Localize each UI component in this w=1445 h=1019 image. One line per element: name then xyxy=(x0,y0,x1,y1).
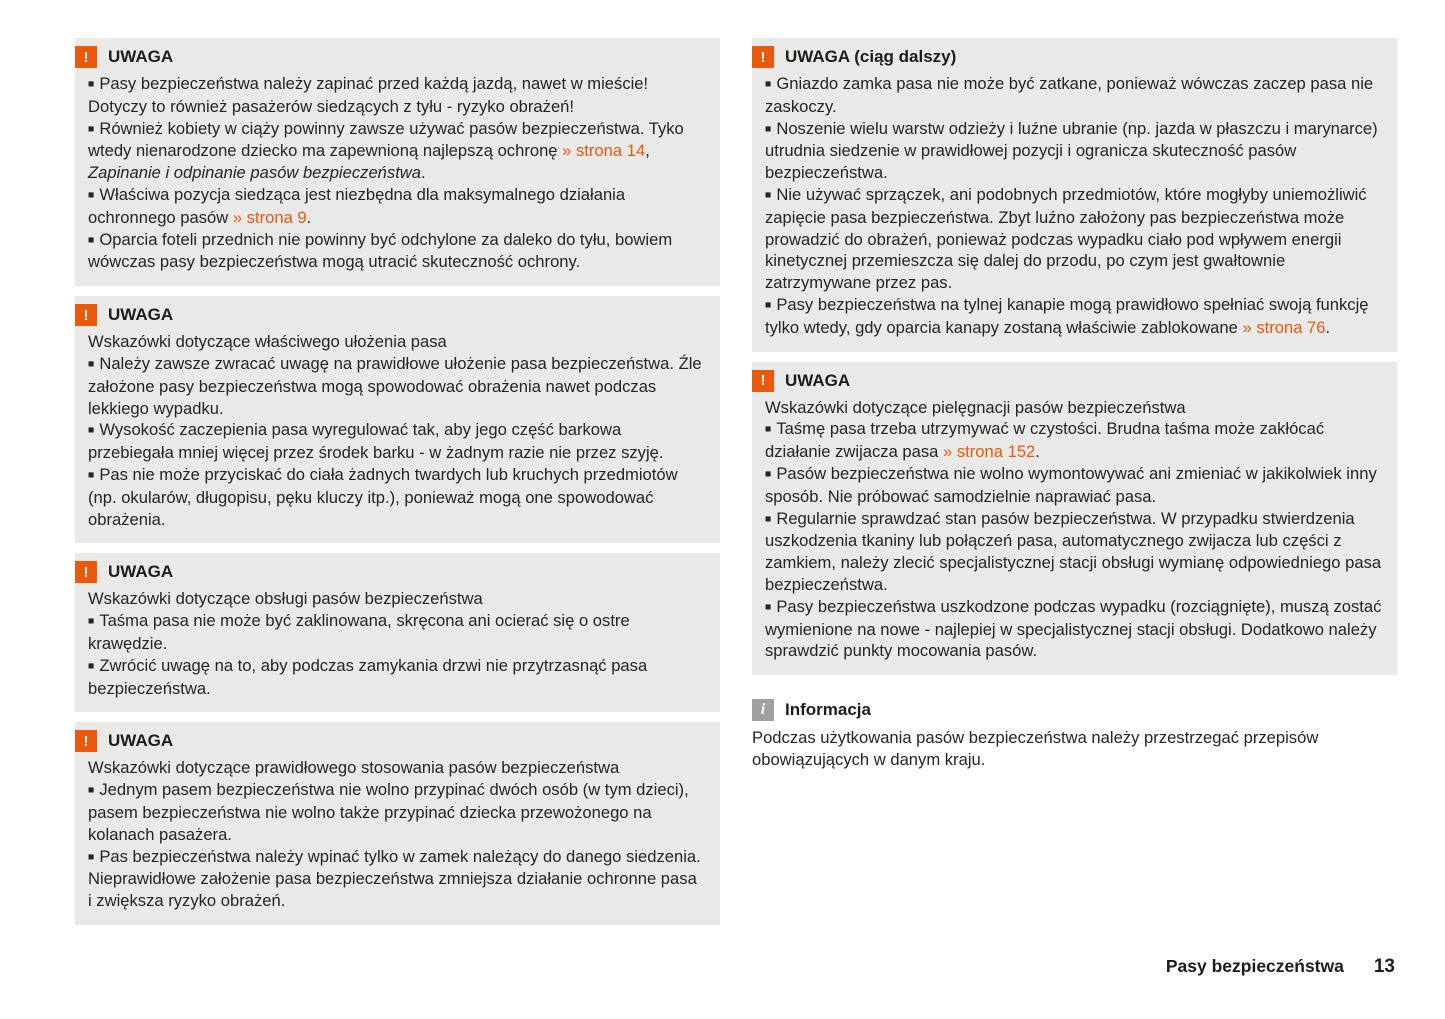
warning-title: UWAGA xyxy=(108,47,174,66)
text-segment: Nie używać sprzączek, ani podobnych przedmiotów, które mogłyby uniemożliwić zapięcie pasa bezpieczeństwa. Zbyt luźno założony pas bezpieczeństwa może prowadzić do obrażeń, ponieważ podczas wypadku ciało pod wpływem energii kinetycznej przemieszcza się dalej do przodu, po czym jest gwałtownie zatrzymywane przez pas. xyxy=(765,184,1367,293)
bullet-icon: ■ xyxy=(765,78,772,90)
warning-box xyxy=(75,38,720,286)
text-segment: Wskazówki dotyczące pielęgnacji pasów bezpieczeństwa xyxy=(765,397,1186,417)
bullet-icon: ■ xyxy=(88,615,95,628)
paragraph xyxy=(88,331,705,353)
warning-title: UWAGA xyxy=(785,370,851,390)
bullet-icon: ■ xyxy=(765,188,772,201)
warning-exclamation-icon: ! xyxy=(752,370,774,392)
warning-title: UWAGA xyxy=(108,731,174,751)
bullet-icon: ■ xyxy=(765,467,772,480)
paragraph xyxy=(88,757,705,779)
left-column xyxy=(75,38,720,935)
bullet-icon: ■ xyxy=(88,233,95,246)
warning-box xyxy=(75,722,720,925)
warning-title: UWAGA (ciąg dalszy) xyxy=(785,47,957,66)
paragraph xyxy=(752,727,1397,771)
text-segment: Pas bezpieczeństwa należy wpinać tylko w zamek należący do danego siedzenia. Nieprawidłowe założenie pasa bezpieczeństwa zmniejsza działanie ochronne pasa i zwiększa ryzyko obrażeń. xyxy=(88,846,701,911)
text-segment: . xyxy=(421,163,426,183)
page-footer xyxy=(1166,956,1395,978)
warning-header xyxy=(752,46,1382,68)
text-segment: . xyxy=(1325,317,1331,337)
bullet-icon: ■ xyxy=(88,468,95,481)
paragraph xyxy=(765,463,1382,508)
text-segment: Pasy bezpieczeństwa na tylnej kanapie mogą prawidłowo spełniać swoją funkcję tylko wtedy, gdy oparcia kanapy zostaną właściwie zablokowane xyxy=(765,294,1369,337)
bullet-icon: ■ xyxy=(765,423,772,436)
bullet-icon: ■ xyxy=(88,78,95,90)
warning-exclamation-icon: ! xyxy=(75,46,97,68)
text-segment: Wysokość zaczepienia pasa wyregulować tak, aby jego część barkowa przebiegała mniej więcej przez środek barku - w żadnym razie nie przez szyję. xyxy=(88,420,664,463)
text-segment: Pasy bezpieczeństwa uszkodzone podczas wypadku (rozciągnięte), muszą zostać wymienione na nowe - najlepiej w specjalistycznej stacji obsługi. Dodatkowo należy sprawdzić punkty mocowania pasów. xyxy=(765,596,1382,661)
text-segment: Oparcia foteli przednich nie powinny być odchylone za daleko do tyłu, bowiem wówczas pasy bezpieczeństwa mogą utracić skuteczność ochrony. xyxy=(88,229,673,272)
bullet-icon: ■ xyxy=(88,188,95,201)
cross-reference-link[interactable]: » strona 14 xyxy=(562,141,646,161)
warning-header xyxy=(75,730,705,752)
warning-exclamation-icon: ! xyxy=(75,304,97,326)
text-segment: Wskazówki dotyczące obsługi pasów bezpieczeństwa xyxy=(88,589,483,609)
text-segment: Podczas użytkowania pasów bezpieczeństwa należy przestrzegać przepisów obowiązujących w danym kraju. xyxy=(752,728,1319,769)
bullet-icon: ■ xyxy=(88,850,95,863)
warning-box xyxy=(75,553,720,712)
paragraph xyxy=(88,655,705,700)
cross-reference-link[interactable]: » strona 76 xyxy=(1242,317,1326,337)
warning-box xyxy=(752,362,1397,676)
cross-reference-link[interactable]: » strona 9 xyxy=(232,207,307,227)
text-segment: Taśma pasa nie może być zaklinowana, skręcona ani ocierać się o ostre krawędzie. xyxy=(88,611,630,653)
bullet-icon: ■ xyxy=(88,357,95,370)
warning-title: UWAGA xyxy=(108,562,174,582)
info-header xyxy=(752,699,1397,721)
page-number: 13 xyxy=(1373,956,1395,977)
text-segment: Również kobiety w ciąży powinny zawsze używać pasów bezpieczeństwa. Tyko wtedy nienarodzone dziecko ma zapewnioną najlepszą ochronę xyxy=(88,118,684,161)
paragraph xyxy=(88,353,705,419)
warning-header xyxy=(75,561,705,583)
bullet-icon: ■ xyxy=(765,298,772,311)
text-segment: Taśmę pasa trzeba utrzymywać w czystości. Brudna taśma może zakłócać działanie zwijacza pasa xyxy=(765,419,1325,462)
paragraph xyxy=(88,588,705,610)
warning-exclamation-icon: ! xyxy=(75,730,97,752)
info-box xyxy=(752,699,1397,771)
text-segment: Wskazówki dotyczące właściwego ułożenia pasa xyxy=(88,332,447,352)
warning-header xyxy=(752,370,1382,392)
paragraph xyxy=(88,118,705,184)
text-segment: Jednym pasem bezpieczeństwa nie wolno przypinać dwóch osób (w tym dzieci), pasem bezpieczeństwa nie wolno także przypinać dziecka przewożonego na kolanach pasażera. xyxy=(88,780,689,844)
warning-exclamation-icon: ! xyxy=(752,46,774,68)
warning-box xyxy=(75,296,720,543)
info-icon: i xyxy=(752,699,774,721)
bullet-icon: ■ xyxy=(88,784,95,797)
warning-exclamation-icon: ! xyxy=(75,561,97,583)
text-segment: Gniazdo zamka pasa nie może być zatkane, ponieważ wówczas zaczep pasa nie zaskoczy. xyxy=(765,74,1374,116)
bullet-icon: ■ xyxy=(88,659,95,672)
bullet-icon: ■ xyxy=(88,122,95,135)
warning-header xyxy=(75,46,705,68)
paragraph xyxy=(88,229,705,274)
italic-text: Zapinanie i odpinanie pasów bezpieczeństwa xyxy=(88,163,422,183)
paragraph xyxy=(765,418,1382,463)
text-segment: . xyxy=(1035,442,1040,462)
paragraph xyxy=(88,73,705,118)
text-segment: Pas nie może przyciskać do ciała żadnych twardych lub kruchych przedmiotów (np. okularów, długopisu, pęku kluczy itp.), ponieważ mogą one spowodować obrażenia. xyxy=(88,464,678,529)
chapter-title: Pasy bezpieczeństwa xyxy=(1165,956,1344,976)
bullet-icon: ■ xyxy=(88,424,95,437)
paragraph xyxy=(765,294,1382,339)
bullet-icon: ■ xyxy=(765,600,772,613)
text-segment: Regularnie sprawdzać stan pasów bezpieczeństwa. W przypadku stwierdzenia uszkodzenia tkaniny lub połączeń pasa, automatycznego zwijacza lub części z zamkiem, należy zlecić specjalistycznej stacji obsługi wymianę odpowiedniego pasa bezpieczeństwa. xyxy=(765,508,1382,594)
paragraph xyxy=(765,508,1382,596)
paragraph xyxy=(765,596,1382,662)
warning-header xyxy=(75,304,705,326)
paragraph xyxy=(88,610,705,655)
bullet-icon: ■ xyxy=(765,122,772,135)
paragraph xyxy=(765,184,1382,294)
paragraph xyxy=(765,73,1382,118)
cross-reference-link[interactable]: » strona 152 xyxy=(943,442,1036,462)
bullet-icon: ■ xyxy=(765,512,772,525)
text-segment: Noszenie wielu warstw odzieży i luźne ubranie (np. jazda w płaszczu i marynarce) utrudnia siedzenie w prawidłowej pozycji i ogranicza skuteczność pasów bezpieczeństwa. xyxy=(765,118,1378,183)
right-column xyxy=(752,38,1397,781)
warning-box xyxy=(752,38,1397,352)
text-segment: . xyxy=(306,207,312,227)
paragraph xyxy=(765,118,1382,184)
text-segment: Pasy bezpieczeństwa należy zapinać przed każdą jazdą, nawet w mieście! Dotyczy to również pasażerów siedzących z tyłu - ryzyko obrażeń! xyxy=(88,74,649,116)
paragraph xyxy=(88,184,705,229)
paragraph xyxy=(88,779,705,845)
paragraph xyxy=(88,464,705,530)
text-segment: , xyxy=(645,141,650,161)
info-title: Informacja xyxy=(785,700,871,720)
text-segment: Wskazówki dotyczące prawidłowego stosowania pasów bezpieczeństwa xyxy=(88,758,620,778)
text-segment: Właściwa pozycja siedząca jest niezbędna dla maksymalnego działania ochronnego pasów xyxy=(88,184,626,227)
paragraph xyxy=(88,419,705,464)
paragraph xyxy=(765,397,1382,419)
text-segment: Należy zawsze zwracać uwagę na prawidłowe ułożenie pasa bezpieczeństwa. Źle założone pasy bezpieczeństwa mogą spowodować obrażenia nawet podczas lekkiego wypadku. xyxy=(88,353,702,418)
paragraph xyxy=(88,846,705,912)
warning-title: UWAGA xyxy=(108,305,174,325)
text-segment: Zwrócić uwagę na to, aby podczas zamykania drzwi nie przytrzasnąć pasa bezpieczeństwa. xyxy=(88,655,648,698)
text-segment: Pasów bezpieczeństwa nie wolno wymontowywać ani zmieniać w jakikolwiek inny sposób. Nie próbować samodzielnie naprawiać pasa. xyxy=(765,463,1377,506)
